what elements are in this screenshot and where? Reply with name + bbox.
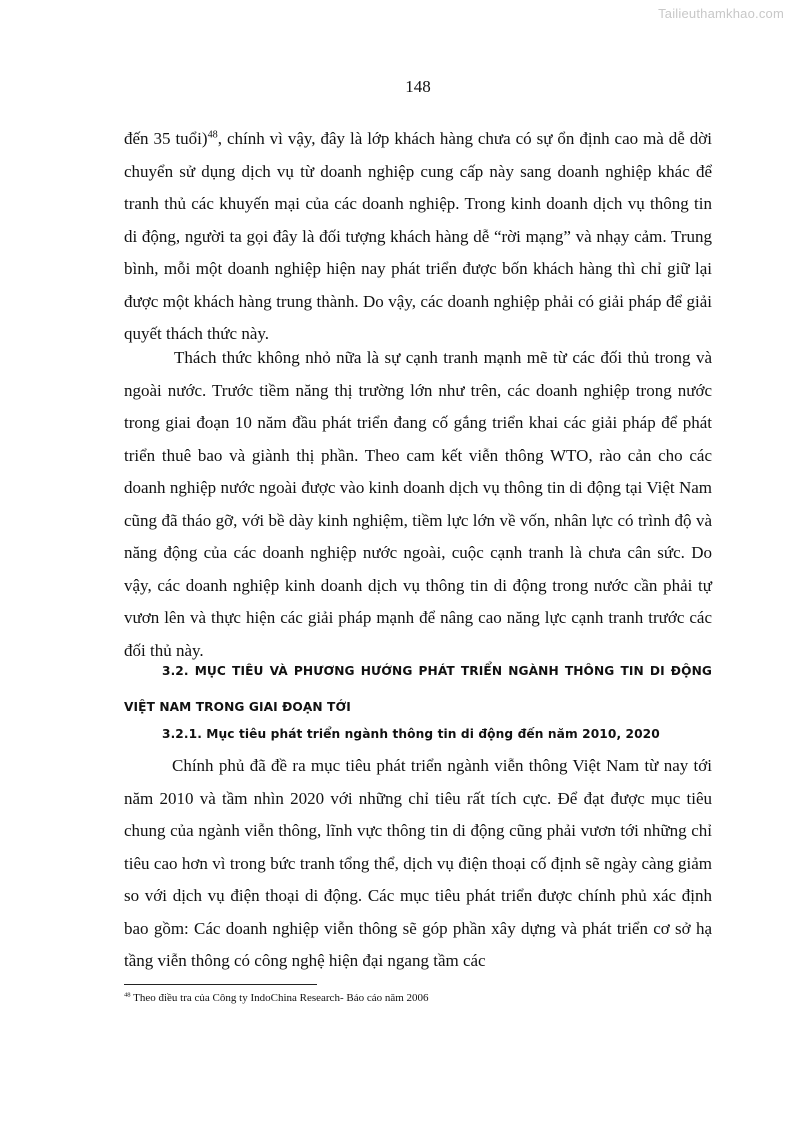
paragraph-1-start: đến 35 tuổi): [124, 129, 208, 148]
watermark: Tailieuthamkhao.com: [658, 6, 784, 21]
footnote-number: 48: [124, 991, 131, 999]
paragraph-3: Chính phủ đã đề ra mục tiêu phát triển ngành viễn thông Việt Nam từ nay tới năm 2010 và tầm nhìn 2020 với những chỉ tiêu rất tích cực. Để đạt được mục tiêu chung của ngành viễn thông, lĩnh vực thông tin di động cũng phải vươn tới những chỉ tiêu cao hơn vì trong bức tranh tổng thể, dịch vụ điện thoại cố định sẽ ngày càng giảm so với dịch vụ điện thoại di động. Các mục tiêu phát triển được chính phủ xác định bao gồm: Các doanh nghiệp viễn thông sẽ góp phần xây dựng và phát triển cơ sở hạ tầng viễn thông có công nghệ hiện đại ngang tầm các: [124, 756, 712, 970]
subsection-heading: 3.2.1. Mục tiêu phát triển ngành thông tin di động đến năm 2010, 2020: [162, 727, 660, 741]
footnote-reference[interactable]: 48: [207, 129, 218, 141]
paragraph-1: [124, 123, 712, 351]
page-number: 148: [405, 77, 431, 96]
paragraph-1-rest: , chính vì vậy, đây là lớp khách hàng chưa có sự ổn định cao mà dễ dời chuyển sử dụng dịch vụ từ doanh nghiệp cung cấp này sang doanh nghiệp khác để tranh thủ các khuyến mại của các doanh nghiệp. Trong kinh doanh dịch vụ thông tin di động, người ta gọi đây là đối tượng khách hàng dễ “rời mạng” và nhạy cảm. Trung bình, mỗi một doanh nghiệp hiện nay phát triển được bốn khách hàng thì chỉ giữ lại được một khách hàng trung thành. Do vậy, các doanh nghiệp phải có giải pháp để giải quyết thách thức này.: [124, 129, 712, 343]
section-heading: 3.2. MỤC TIÊU VÀ PHƯƠNG HƯỚNG PHÁT TRIỂN NGÀNH THÔNG TIN DI ĐỘNG VIỆT NAM TRONG GIAI ĐOẠN TỚI: [124, 664, 712, 714]
footnote-text: Theo điều tra của Công ty IndoChina Research- Báo cáo năm 2006: [130, 992, 429, 1004]
paragraph-2: Thách thức không nhỏ nữa là sự cạnh tranh mạnh mẽ từ các đối thủ trong và ngoài nước. Trước tiềm năng thị trường lớn như trên, các doanh nghiệp trong nước trong giai đoạn 10 năm đầu phát triển đang cố gắng triển khai các giải pháp để phát triển thuê bao và giành thị phần. Theo cam kết viễn thông WTO, rào cản cho các doanh nghiệp nước ngoài được vào kinh doanh dịch vụ thông tin di động tại Việt Nam cũng đã tháo gỡ, với bề dày kinh nghiệm, tiềm lực lớn về vốn, nhân lực có trình độ và năng động của các doanh nghiệp nước ngoài, cuộc cạnh tranh là chưa cân sức. Do vậy, các doanh nghiệp kinh doanh dịch vụ thông tin di động trong nước cần phải tự vươn lên và thực hiện các giải pháp mạnh để nâng cao năng lực cạnh tranh trước các đối thủ này.: [124, 348, 712, 660]
footnote: [124, 991, 429, 1005]
footnote-divider: [124, 984, 317, 985]
